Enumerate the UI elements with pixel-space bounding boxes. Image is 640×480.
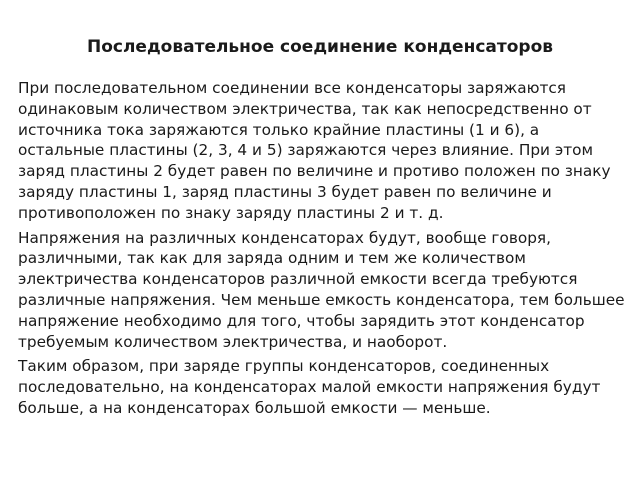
paragraph-conclusion: Таким образом, при заряде группы конденсаторов, соединенных последовательно, на конденсаторах малой емкости напряжения будут больше, а на конденсаторах большой емкости — меньше. [18, 357, 601, 417]
paragraph-series-charge: При последовательном соединении все конденсаторы заряжаются одинаковым количеством электричества, так как непосредственно от источника тока заряжаются только крайние пластины (1 и 6), а остальные пластины (2, 3, 4 и 5) заряжаются через влияние. При этом заряд пластины 2 будет равен по величине и противо положен по знаку заряду пластины 1, заряд пластины 3 будет равен по величине и противоположен по знаку заряду пластины 2 и т. д. [18, 79, 611, 222]
slide-title: Последовательное соединение конденсаторов [86, 37, 554, 57]
paragraph-voltages: Напряжения на различных конденсаторах будут, вообще говоря, различными, так как для заряда одним и тем же количеством электричества конденсаторов различной емкости всегда требуются различные напряжения. Чем меньше емкость конденсатора, тем большее напряжение необходимо для того, чтобы зарядить этот конденсатор требуемым количеством электричества, и наоборот. [18, 228, 625, 351]
slide-body [18, 78, 630, 423]
